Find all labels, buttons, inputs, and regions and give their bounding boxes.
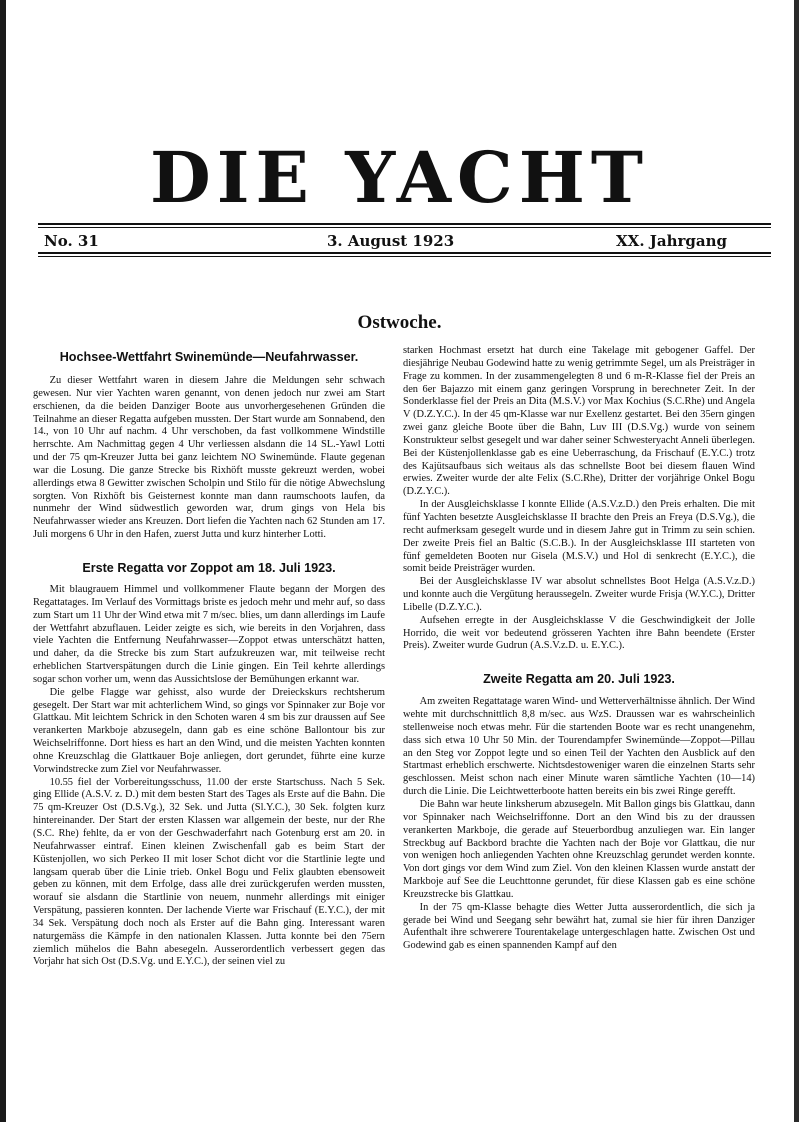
paragraph: Am zweiten Regattatage waren Wind- und Wetterverhältnisse ähnlich. Der Wind wehte mit durchschnittlich 8,8 m/sec. aus WzS. Draussen war es wahrscheinlich stellenweise noch etwas mehr. Für die startenden Boote war es recht unangenehm, dass sich etwa 10 Uhr 50 Min. der Tourendampfer Swinemünde—Zoppot—Pillau an den Steg vor Zoppot legte und so einen Teil der Yachten den Ausblick auf den Startmast erheblich erschwerte. Nichtsdestoweniger waren die einzelnen Starts sehr geschlossen. Meist schon nach einer Minute waren sämtliche Yachten (10—14) durch die Linie. Die Leichtwetterboote hatten bereits ein bis zwei Ringe gerefft.: [403, 696, 755, 798]
paragraph: Zu dieser Wettfahrt waren in diesem Jahre die Meldungen sehr schwach gewesen. Nur vier Yachten waren genannt, von denen jedoch nur zwei am Start erschienen, da die beiden Danziger Boote aus unvorhergesehenen Gründen die Teilnahme an dieser Regatta aufgeben mussten. Der Start wurde am Sonnabend, den 14., von 10 Uhr auf nachm. 4 Uhr verschoben, da fast vollkommene Windstille herrschte. Am Nachmittag gegen 4 Uhr verliessen alsdann die 14 SL.-Yawl Lotti und der 75 qm-Kreuzer Jutta bei ganz leichtem NO Swinemünde. Flaute gegenan war die Losung. Die ganze Strecke bis Rixhöft musste gekreuzt werden, wobei allerdings etwa 8 Gewitter zwischen Scholpin und Stilo für die nötige Abwechslung sorgten. Von Rixhöft bis Geisternest konnte man dann raumschoots laufen, da nunmehr der Wind südwestlich geworden war, drum gings von Hela bis Neufahrwasser wieder ans Kreuzen. Dort liefen die Yachten nach 62 Stunden am 17. Juli morgens 6 Uhr in den Hafen, zuerst Jutta und kurz hinterher Lotti.: [33, 375, 385, 541]
paragraph: In der 75 qm-Klasse behagte dies Wetter Jutta ausserordentlich, die sich ja gerade bei Wind und Seegang sehr bewährt hat, zumal sie hier für ihren Danziger Aufenthalt ihre schwerere Tourentakelage untergeschlagen hatte. Zwischen Ost und Godewind gab es einen spannenden Kampf auf den: [403, 901, 755, 952]
column-right: [403, 345, 755, 953]
paragraph: Die Bahn war heute linksherum abzusegeln. Mit Ballon gings bis Glattkau, dann vor Spinnaker nach Weichselriffonne. Dort an den Wind bis zu der draussen verankerten Markboje, die gerade auf Steuerbordbug anzuliegen war. Ein langer Streckbug auf Backbord brachte die Yachten nach der Boje vor Glattkau, die nur von wenigen hoch anliegenden Yachten ohne Kreuzschlag gerundet werden konnte. Von dort gings vor dem Wind zum Ziel. Von den kleinen Klassen wurde anstatt der Markboje auf See die Leuchttonne gerundet, für diese Klassen gab es eine schöne Kreuzstrecke bis Glattkau.: [403, 799, 755, 900]
column-left: [33, 345, 385, 969]
header-rule-top-thin: [38, 227, 771, 228]
article-title: Ostwoche.: [357, 312, 442, 333]
paragraph: Mit blaugrauem Himmel und vollkommener Flaute begann der Morgen des Regattatages. Im Verlauf des Vormittags briste es jedoch mehr und mehr auf, so dass zum Start um 11 Uhr der Wind etwa mit 7 m/sec. blies, um dann allerdings im Laufe der Wettfahrt abzuflauen. Leider zeigte es sich, wie bereits in den Vorjahren, dass viele Yachten die Entfernung Neufahrwasser—Zoppot etwas unterschätzt hatten, und daher, da die Strecke bis zum Start aufzukreuzen war, mit teilweise recht erheblichen Startverspätungen durch die Linie gingen. Ein Teil kehrte allerdings sogar schon vorher um, wenn das Aussichtslose der Bemühungen erkannt war.: [33, 583, 385, 685]
paragraph: Bei der Ausgleichsklasse IV war absolut schnellstes Boot Helga (A.S.V.z.D.) und konnte auch die Vergütung heraussegeln. Zweiter wurde Frisja (W.Y.C.), Dritter Libelle (D.Z.Y.C.).: [403, 576, 755, 613]
issue-number: No. 31: [44, 232, 99, 250]
issue-date: 3. August 1923: [327, 232, 455, 250]
paragraph: starken Hochmast ersetzt hat durch eine Takelage mit gebogener Gaffel. Der diesjährige Neubau Godewind hatte zu wenig getrimmte Segel, um als Preisträger in Frage zu kommen. In der zusammengelegten 8 und 6 m-R-Klasse fiel der Preis an den 6er Bajazzo mit einem ganz geringen Vorsprung in berechneter Zeit. In der Sonderklasse fiel der Preis an Dita (M.S.V.) vor Max Kochius (S.C.Rhe) und Angela V (D.Z.Y.C.). In der 45 qm-Klasse war nur Exellenz gestartet. Bei den 35ern gingen zwei ganz gleiche Boote über die Bahn, Luv III (D.S.Vg.) wurde von seinem Konstrukteur selbst gesegelt und war daher seiner Schwesteryacht Anneli überlegen. Bei der Küstenjollenklasse gab es eine Ueberraschung, da Frischauf (E.Y.C.) trotz des Kajütsaufbaus sich weitaus als das schnellste Boot bei diesem flauen Wind erwies. Zweiter wurde der alte Felix (S.C.Rhe), Dritter der vorjährige Onkel Bogu (D.Z.Y.C.).: [403, 345, 755, 498]
section-heading-zweite-regatta: Zweite Regatta am 20. Juli 1923.: [483, 672, 675, 687]
paragraph: 10.55 fiel der Vorbereitungsschuss, 11.00 der erste Startschuss. Nach 5 Sek. ging Ellide (A.S.V. z. D.) mit dem besten Start des Tages als Erste auf die Bahn. Die 75 qm-Kreuzer Ost (D.S.Vg.), 32 Sek. und Jutta (Sl.Y.C.), 30 Sek. folgten kurz hintereinander. Der Start der ersten Klassen war allgemein der beste, nur der Rhe (S.C. Rhe) fehlte, da er von der Geschwaderfahrt nach Gotenburg erst am 20. in Neufahrwasser eintraf. Einen kleinen Zwischenfall gab es beim Start der Küstenjollen, wo sich Perkeo II mit loser Schot dicht vor die Startlinie legte und langsam querab über die Linie trieb. Onkel Bogu und Felix glaubten ebensoweit geben zu können, mit dem Erfolge, dass alle drei zurückgerufen werden mussten, worauf sie alsdann die Startlinie von neuem, nunmehr allerdings mit einiger Verspätung, passieren konnten. Der lachende Vierte war Frischauf (E.Y.C.), der mit 34 Sek. Verspätung doch noch als Erster auf die Bahn ging. Interessant waren naturgemäss die Kämpfe in den nationalen Klassen. Jutta konnte bei den 75ern ziemlich mühelos die Bahn abesegeln. Ausserordentlich verbessert gegen das Vorjahr hat sich Ost (D.S.Vg. und E.Y.C.), der seinen viel zu: [33, 776, 385, 968]
header-rule-top: [38, 223, 771, 225]
section-heading-zoppot: Erste Regatta vor Zoppot am 18. Juli 1923.: [82, 560, 336, 575]
issue-volume: XX. Jahrgang: [616, 232, 727, 250]
masthead-title: DIE YACHT: [150, 136, 649, 219]
header-rule-bottom-thin: [38, 256, 771, 257]
paragraph: In der Ausgleichsklasse I konnte Ellide (A.S.V.z.D.) den Preis erhalten. Die mit fünf Yachten besetzte Ausgleichsklasse II brachte den Preis an Freya (D.S.Vg.), die recht aufmerksam gesegelt wurde und in diesem Jahre gut in Trimm zu sein schien. Der zweite Preis fiel an Baltic (S.C.B.). In der Ausgleichsklasse III starteten von fünf gemeldeten Booten nur Gisela (M.S.V.) und Hol di senkrecht (E.Y.C.), die somit beide Preisträger wurden.: [403, 499, 755, 575]
issue-line: [44, 230, 727, 250]
paragraph: Die gelbe Flagge war gehisst, also wurde der Dreieckskurs rechtsherum gesegelt. Der Start war mit achterlichem Wind, so gings vor Spinnaker zur Boje vor Glattkau. Mit leichtem Schrick in den Schoten waren 4 sm bis zur draussen auf See verankerten Markboje abzusegeln, dann gab es eine schöne Ballontour bis zur Weichselriffonne. Dort hiess es hart an den Wind, und die meisten Yachten konnten ohne Kreuzschlag die Glattkauer Boje anliegen, dort gerundet, führte eine kurze Vorwindstrecke zum Ziel vor Neufahrwasser.: [33, 686, 385, 775]
paragraph: Aufsehen erregte in der Ausgleichsklasse V die Geschwindigkeit der Jolle Horrido, die weit vor bedeutend grösseren Yachten ihre Bahn beendete (Erster Preis). Zweiter wurde Gudrun (A.S.V.z.D. u. E.Y.C.).: [403, 614, 755, 652]
header-rule-bottom: [38, 252, 771, 254]
section-heading-hochsee: Hochsee-Wettfahrt Swinemünde—Neufahrwasser.: [59, 350, 359, 364]
